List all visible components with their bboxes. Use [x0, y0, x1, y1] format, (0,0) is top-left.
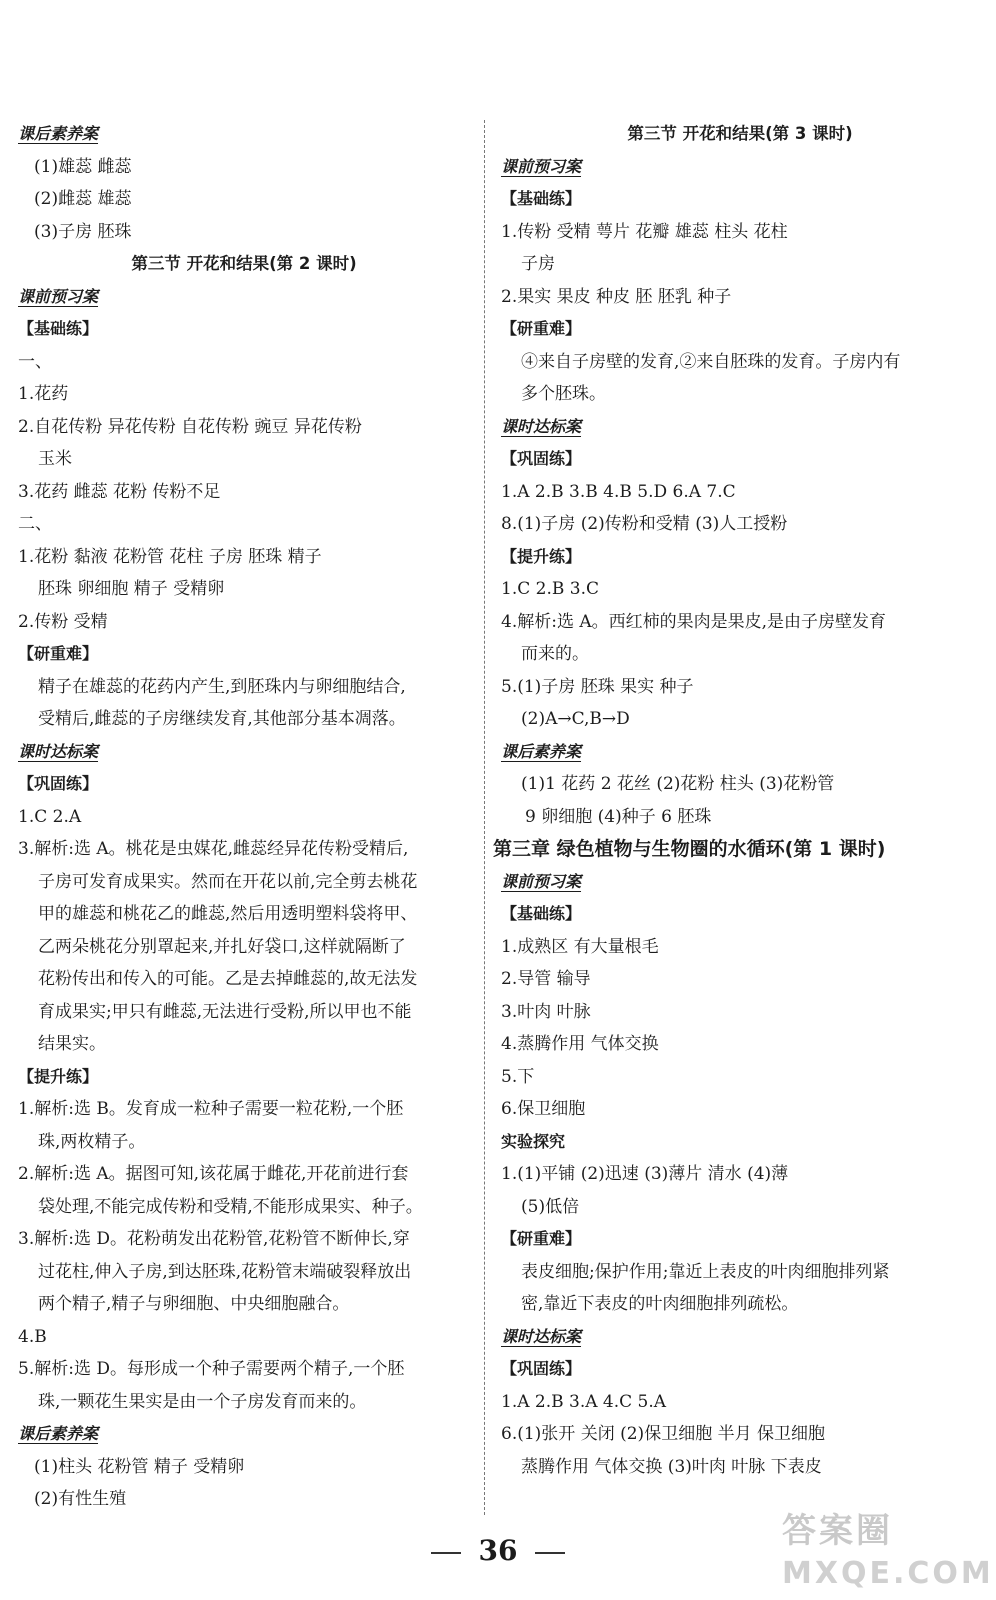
- answer-line: 4.蒸腾作用 气体交换: [501, 1034, 659, 1054]
- answer-line: 受精后,雌蕊的子房继续发育,其他部分基本凋落。: [38, 709, 406, 729]
- experiment-heading: 实验探究: [501, 1131, 566, 1151]
- exercise-heading: 【研重难】: [501, 1229, 582, 1248]
- exercise-heading: 【提升练】: [18, 1066, 99, 1086]
- answer-line: 6.保卫细胞: [501, 1099, 586, 1119]
- answer-line: 3.叶肉 叶脉: [501, 1001, 591, 1022]
- answer-line: 1.(1)平铺 (2)迅速 (3)薄片 清水 (4)薄: [501, 1164, 789, 1184]
- answer-line: 1.A 2.B 3.A 4.C 5.A: [501, 1391, 667, 1412]
- answer-line: 精子在雄蕊的花药内产生,到胚珠内与卵细胞结合,: [38, 676, 406, 697]
- answer-line: 而来的。: [521, 644, 589, 664]
- section-tag: 课前预习案: [501, 871, 582, 891]
- answer-line: 1.A 2.B 3.B 4.B 5.D 6.A 7.C: [501, 481, 736, 502]
- answer-line: 2.导管 输导: [501, 969, 591, 989]
- answer-line: 1.C 2.A: [18, 806, 82, 827]
- answer-line: 表皮细胞;保护作用;靠近上表皮的叶肉细胞排列紧: [521, 1261, 890, 1282]
- section-tag: 课后素养案: [18, 124, 99, 143]
- answer-line: 花粉传出和传入的可能。乙是去掉雌蕊的,故无法发: [38, 969, 418, 989]
- exercise-heading: 【研重难】: [18, 644, 99, 663]
- section-tag: 课后素养案: [501, 741, 582, 761]
- answer-line: 1.花药: [18, 384, 69, 404]
- answer-line: 1.花粉 黏液 花粉管 花柱 子房 胚珠 精子: [18, 546, 322, 567]
- answer-line: 过花柱,伸入子房,到达胚珠,花粉管末端破裂释放出: [38, 1261, 412, 1282]
- answer-line: 3.花药 雌蕊 花粉 传粉不足: [18, 481, 221, 502]
- answer-line: 密,靠近下表皮的叶肉细胞排列疏松。: [521, 1294, 799, 1314]
- answer-line: 3.解析:选 D。花粉萌发出花粉管,花粉管不断伸长,穿: [18, 1229, 410, 1249]
- answer-line: 6.(1)张开 关闭 (2)保卫细胞 半月 保卫细胞: [501, 1424, 825, 1444]
- answer-line: 育成果实;甲只有雌蕊,无法进行受粉,所以甲也不能: [38, 1001, 412, 1022]
- page-number: 36: [478, 1534, 518, 1567]
- answer-line: 8.(1)子房 (2)传粉和受精 (3)人工授粉: [501, 514, 788, 534]
- section-title: 第三节 开花和结果(第 3 课时): [627, 124, 853, 143]
- exercise-heading: 【基础练】: [18, 319, 99, 338]
- answer-line: (1)雄蕊 雌蕊: [34, 156, 132, 177]
- answer-line: 两个精子,精子与卵细胞、中央细胞融合。: [38, 1294, 350, 1314]
- answer-line: 2.解析:选 A。据图可知,该花属于雌花,开花前进行套: [18, 1164, 409, 1184]
- answer-line: 1.传粉 受精 萼片 花瓣 雄蕊 柱头 花柱: [501, 221, 788, 242]
- answer-line: 珠,两枚精子。: [38, 1131, 146, 1152]
- section-title: 第三节 开花和结果(第 2 课时): [131, 254, 357, 273]
- answer-line: 二、: [18, 514, 52, 534]
- section-tag: 课时达标案: [501, 416, 582, 436]
- answer-line: 5.解析:选 D。每形成一个种子需要两个精子,一个胚: [18, 1359, 405, 1379]
- answer-line: 9 卵细胞 (4)种子 6 胚珠: [525, 806, 712, 827]
- answer-line: 子房可发育成果实。然而在开花以前,完全剪去桃花: [38, 871, 418, 892]
- answer-line: 1.解析:选 B。发育成一粒种子需要一粒花粉,一个胚: [18, 1099, 404, 1119]
- answer-line: 1.C 2.B 3.C: [501, 579, 599, 599]
- exercise-heading: 【研重难】: [501, 319, 582, 338]
- right-column: [493, 118, 979, 1483]
- answer-line: (1)柱头 花粉管 精子 受精卵: [34, 1456, 245, 1477]
- answer-line: 2.果实 果皮 种皮 胚 胚乳 种子: [501, 286, 732, 307]
- answer-line: ④来自子房壁的发育,②来自胚珠的发育。子房内有: [521, 351, 901, 372]
- answer-line: 玉米: [38, 449, 72, 469]
- answer-line: (5)低倍: [521, 1196, 580, 1217]
- section-tag: 课后素养案: [18, 1424, 99, 1443]
- exercise-heading: 【巩固练】: [18, 774, 99, 793]
- chapter-title: 第三章 绿色植物与生物圈的水循环(第 1 课时): [493, 838, 886, 860]
- answer-line: 4.解析:选 A。西红柿的果肉是果皮,是由子房壁发育: [501, 611, 887, 632]
- exercise-heading: 【基础练】: [501, 189, 582, 208]
- left-column: [18, 118, 470, 1516]
- answer-line: (1)1 花药 2 花丝 (2)花粉 柱头 (3)花粉管: [521, 774, 835, 794]
- section-tag: 课前预习案: [501, 156, 582, 176]
- answer-line: 1.成熟区 有大量根毛: [501, 936, 659, 957]
- answer-line: 结果实。: [38, 1034, 106, 1054]
- column-divider: [484, 120, 485, 1515]
- answer-line: 袋处理,不能完成传粉和受精,不能形成果实、种子。: [38, 1196, 423, 1217]
- answer-line: 蒸腾作用 气体交换 (3)叶肉 叶脉 下表皮: [521, 1456, 822, 1477]
- answer-line: 珠,一颗花生果实是由一个子房发育而来的。: [38, 1391, 367, 1412]
- answer-line: (3)子房 胚珠: [34, 221, 132, 242]
- answer-line: 子房: [521, 254, 555, 274]
- section-tag: 课前预习案: [18, 286, 99, 306]
- answer-line: 4.B: [18, 1326, 47, 1347]
- watermark-url: MXQE.COM: [782, 1556, 994, 1591]
- answer-line: (2)有性生殖: [34, 1489, 127, 1509]
- answer-line: 乙两朵桃花分别罩起来,并扎好袋口,这样就隔断了: [38, 936, 406, 957]
- exercise-heading: 【巩固练】: [501, 1359, 582, 1378]
- answer-line: (2)A→C,B→D: [521, 709, 630, 729]
- section-tag: 课时达标案: [18, 741, 99, 761]
- footer-dash-right: [535, 1552, 565, 1554]
- answer-line: 一、: [18, 351, 52, 372]
- answer-line: (2)雌蕊 雄蕊: [34, 189, 132, 209]
- answer-line: 甲的雄蕊和桃花乙的雌蕊,然后用透明塑料袋将甲、: [38, 904, 418, 924]
- answer-line: 胚珠 卵细胞 精子 受精卵: [38, 579, 225, 599]
- watermark-logo: 答案圈: [782, 1511, 893, 1551]
- answer-line: 多个胚珠。: [521, 384, 606, 404]
- exercise-heading: 【基础练】: [501, 904, 582, 923]
- answer-line: 5.下: [501, 1066, 535, 1087]
- answer-line: 2.传粉 受精: [18, 611, 108, 632]
- answer-line: 2.自花传粉 异花传粉 自花传粉 豌豆 异花传粉: [18, 416, 362, 437]
- exercise-heading: 【巩固练】: [501, 449, 582, 468]
- exercise-heading: 【提升练】: [501, 546, 582, 566]
- footer-dash-left: [431, 1552, 461, 1554]
- section-tag: 课时达标案: [501, 1326, 582, 1346]
- answer-line: 5.(1)子房 胚珠 果实 种子: [501, 676, 694, 697]
- answer-line: 3.解析:选 A。桃花是虫媒花,雌蕊经异花传粉受精后,: [18, 839, 409, 859]
- watermark: [782, 1510, 994, 1592]
